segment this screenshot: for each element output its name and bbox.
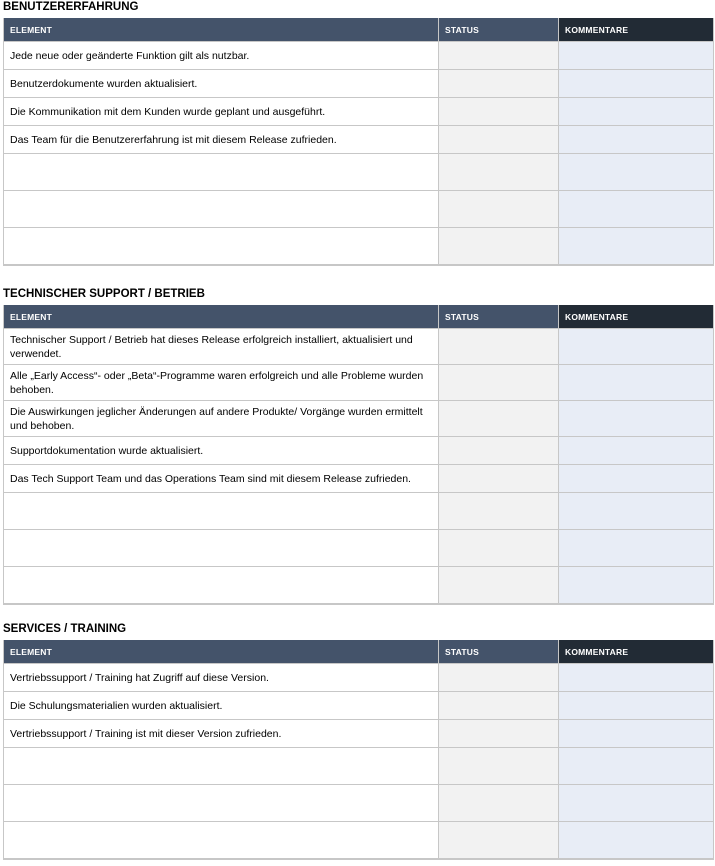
section-tech-support (3, 287, 713, 605)
comments-cell[interactable] (559, 664, 714, 692)
status-cell[interactable] (439, 191, 559, 228)
status-cell[interactable] (439, 822, 559, 860)
status-cell[interactable] (439, 437, 559, 465)
status-cell[interactable] (439, 530, 559, 567)
element-cell: Das Team für die Benutzererfahrung ist mit diesem Release zufrieden. (4, 126, 439, 154)
comments-cell[interactable] (559, 465, 714, 493)
column-header-comments: KOMMENTARE (559, 640, 714, 664)
element-cell[interactable] (4, 748, 439, 785)
table-row (4, 42, 714, 70)
table-row (4, 70, 714, 98)
empty-row (4, 493, 714, 530)
checklist-table (3, 305, 714, 605)
comments-cell[interactable] (559, 228, 714, 266)
column-header-status: STATUS (439, 305, 559, 329)
empty-row (4, 191, 714, 228)
status-cell[interactable] (439, 465, 559, 493)
element-cell: Alle „Early Access“- oder „Beta“-Programme waren erfolgreich und alle Probleme wurden behoben. (4, 365, 439, 401)
status-cell[interactable] (439, 720, 559, 748)
element-cell[interactable] (4, 785, 439, 822)
element-cell[interactable] (4, 154, 439, 191)
column-header-element: ELEMENT (4, 18, 439, 42)
section-title: TECHNISCHER SUPPORT / BETRIEB (3, 288, 205, 300)
status-cell[interactable] (439, 228, 559, 266)
table-row (4, 664, 714, 692)
comments-cell[interactable] (559, 720, 714, 748)
comments-cell[interactable] (559, 154, 714, 191)
table-row (4, 465, 714, 493)
comments-cell[interactable] (559, 748, 714, 785)
comments-cell[interactable] (559, 365, 714, 401)
status-cell[interactable] (439, 401, 559, 437)
element-cell: Die Kommunikation mit dem Kunden wurde geplant und ausgeführt. (4, 98, 439, 126)
element-cell[interactable] (4, 493, 439, 530)
comments-cell[interactable] (559, 126, 714, 154)
column-header-comments: KOMMENTARE (559, 305, 714, 329)
comments-cell[interactable] (559, 437, 714, 465)
column-header-element: ELEMENT (4, 305, 439, 329)
comments-cell[interactable] (559, 70, 714, 98)
section-user-experience (3, 0, 713, 266)
element-cell: Das Tech Support Team und das Operations Team sind mit diesem Release zufrieden. (4, 465, 439, 493)
table-header-row (4, 640, 714, 664)
element-cell: Jede neue oder geänderte Funktion gilt als nutzbar. (4, 42, 439, 70)
table-row (4, 692, 714, 720)
status-cell[interactable] (439, 154, 559, 191)
comments-cell[interactable] (559, 493, 714, 530)
comments-cell[interactable] (559, 567, 714, 605)
empty-row (4, 785, 714, 822)
table-header-row (4, 18, 714, 42)
table-row (4, 365, 714, 401)
element-cell[interactable] (4, 191, 439, 228)
comments-cell[interactable] (559, 401, 714, 437)
column-header-element: ELEMENT (4, 640, 439, 664)
status-cell[interactable] (439, 70, 559, 98)
column-header-status: STATUS (439, 18, 559, 42)
table-header-row (4, 305, 714, 329)
section-services-training (3, 622, 713, 860)
element-cell: Benutzerdokumente wurden aktualisiert. (4, 70, 439, 98)
element-cell[interactable] (4, 530, 439, 567)
status-cell[interactable] (439, 42, 559, 70)
element-cell: Vertriebssupport / Training ist mit dieser Version zufrieden. (4, 720, 439, 748)
comments-cell[interactable] (559, 785, 714, 822)
comments-cell[interactable] (559, 98, 714, 126)
table-row (4, 720, 714, 748)
status-cell[interactable] (439, 692, 559, 720)
status-cell[interactable] (439, 98, 559, 126)
element-cell: Vertriebssupport / Training hat Zugriff auf diese Version. (4, 664, 439, 692)
comments-cell[interactable] (559, 822, 714, 860)
empty-row (4, 530, 714, 567)
element-cell: Supportdokumentation wurde aktualisiert. (4, 437, 439, 465)
comments-cell[interactable] (559, 42, 714, 70)
element-cell[interactable] (4, 228, 439, 266)
table-row (4, 437, 714, 465)
comments-cell[interactable] (559, 191, 714, 228)
status-cell[interactable] (439, 785, 559, 822)
column-header-comments: KOMMENTARE (559, 18, 714, 42)
table-row (4, 401, 714, 437)
column-header-status: STATUS (439, 640, 559, 664)
table-row (4, 329, 714, 365)
checklist-table (3, 18, 714, 266)
comments-cell[interactable] (559, 530, 714, 567)
status-cell[interactable] (439, 567, 559, 605)
comments-cell[interactable] (559, 692, 714, 720)
element-cell: Technischer Support / Betrieb hat dieses Release erfolgreich installiert, aktualisiert und verwendet. (4, 329, 439, 365)
status-cell[interactable] (439, 493, 559, 530)
element-cell: Die Auswirkungen jeglicher Änderungen auf andere Produkte/ Vorgänge wurden ermittelt und behoben. (4, 401, 439, 437)
section-title: SERVICES / TRAINING (3, 623, 127, 635)
empty-row (4, 822, 714, 860)
status-cell[interactable] (439, 748, 559, 785)
checklist-table (3, 640, 714, 860)
element-cell[interactable] (4, 567, 439, 605)
status-cell[interactable] (439, 365, 559, 401)
section-title: BENUTZERERFAHRUNG (3, 1, 139, 13)
comments-cell[interactable] (559, 329, 714, 365)
empty-row (4, 748, 714, 785)
status-cell[interactable] (439, 664, 559, 692)
element-cell: Die Schulungsmaterialien wurden aktualisiert. (4, 692, 439, 720)
empty-row (4, 567, 714, 605)
status-cell[interactable] (439, 126, 559, 154)
table-row (4, 126, 714, 154)
empty-row (4, 154, 714, 191)
element-cell[interactable] (4, 822, 439, 860)
table-row (4, 98, 714, 126)
status-cell[interactable] (439, 329, 559, 365)
empty-row (4, 228, 714, 266)
